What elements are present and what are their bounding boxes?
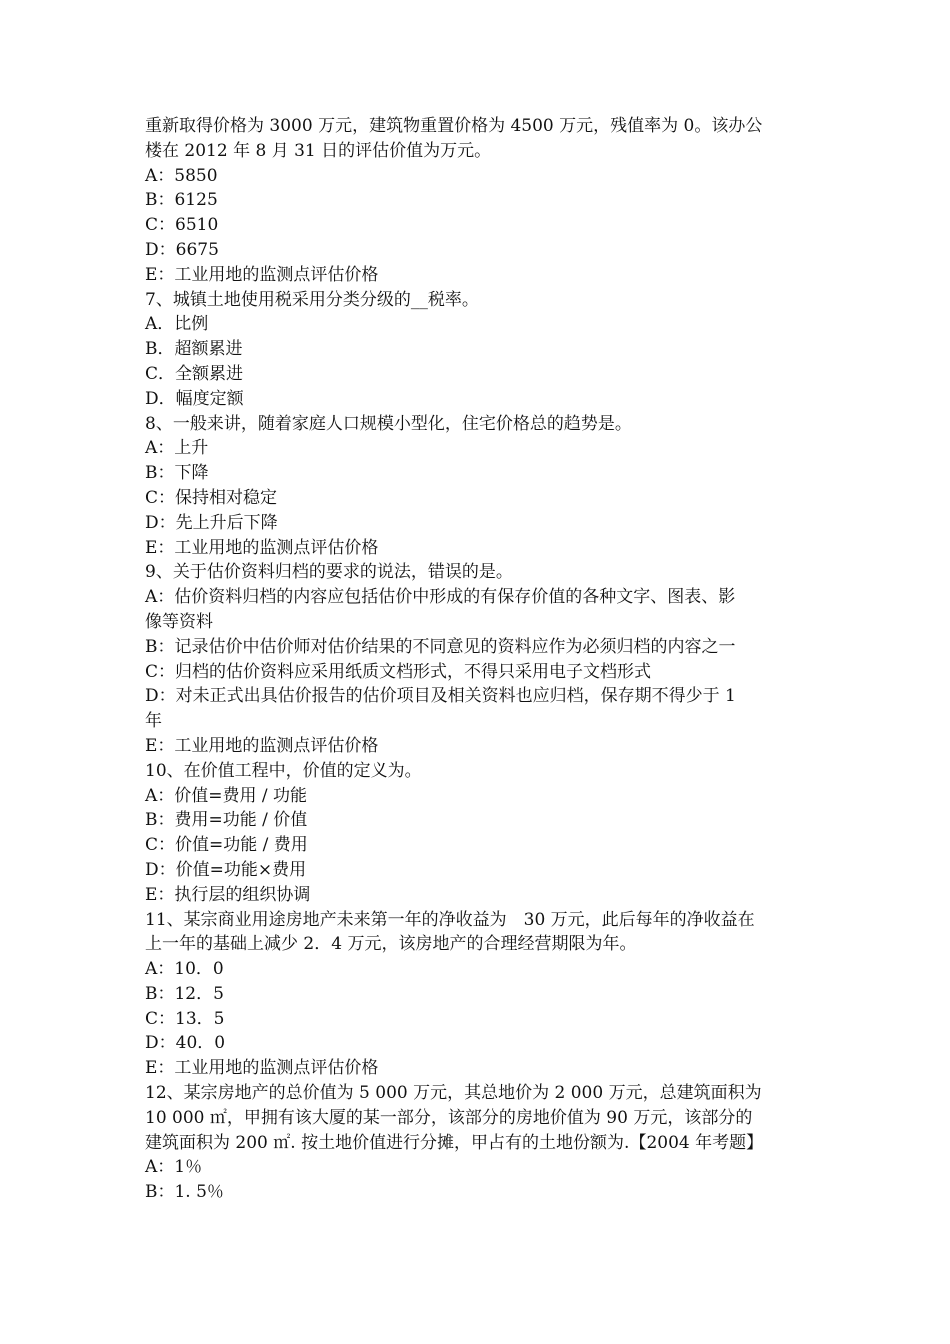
text-line: 重新取得价格为 3000 万元，建筑物重置价格为 4500 万元，残值率为 0。该办公 bbox=[145, 116, 763, 136]
option-line: A：估价资料归档的内容应包括估价中形成的有保存价值的各种文字、图表、影 bbox=[145, 587, 736, 608]
question-line: 10 000 ㎡，甲拥有该大厦的某一部分，该部分的房地价值为 90 万元，该部分的 bbox=[145, 1107, 753, 1128]
question-line: 上一年的基础上减少 2．4 万元，该房地产的合理经营期限为年。 bbox=[145, 934, 637, 955]
option-line: A：上升 bbox=[145, 438, 209, 459]
document-page bbox=[145, 114, 810, 1205]
question-line: 9、关于估价资料归档的要求的说法，错误的是。 bbox=[145, 562, 513, 583]
option-line: A：1％ bbox=[145, 1157, 203, 1178]
option-line: 年 bbox=[145, 711, 162, 732]
question-line: 11、某宗商业用途房地产未来第一年的净收益为 30 万元，此后每年的净收益在 bbox=[145, 909, 755, 930]
option-line: E：工业用地的监测点评估价格 bbox=[145, 735, 379, 756]
question-line: 7、城镇土地使用税采用分类分级的__税率。 bbox=[145, 289, 479, 310]
question-line: 12、某宗房地产的总价值为 5 000 万元，其总地价为 2 000 万元，总建筑面积为 bbox=[145, 1083, 762, 1104]
option-line: B：1. 5％ bbox=[145, 1182, 224, 1203]
option-line: A：10．0 bbox=[145, 959, 224, 980]
question-line: 10、在价值工程中，价值的定义为。 bbox=[145, 760, 422, 781]
option-line: D：6675 bbox=[145, 239, 219, 260]
option-line: B：12．5 bbox=[145, 983, 224, 1004]
text-line: 楼在 2012 年 8 月 31 日的评估价值为万元。 bbox=[145, 140, 492, 161]
option-line: B：记录估价中估价师对估价结果的不同意见的资料应作为必须归档的内容之一 bbox=[145, 636, 736, 657]
option-line: B：费用=功能 / 价值 bbox=[145, 810, 308, 831]
question-line: 建筑面积为 200 ㎡. 按土地价值进行分摊，甲占有的土地份额为.【2004 年考题】 bbox=[145, 1132, 764, 1153]
option-line: C：保持相对稳定 bbox=[145, 487, 278, 508]
option-line: D：对未正式出具估价报告的估价项目及相关资料也应归档，保存期不得少于 1 bbox=[145, 686, 736, 707]
option-line: C．全额累进 bbox=[145, 363, 244, 384]
option-line: D：先上升后下降 bbox=[145, 512, 278, 533]
option-line: B：下降 bbox=[145, 463, 209, 484]
option-line: E：工业用地的监测点评估价格 bbox=[145, 264, 379, 285]
option-line: A：5850 bbox=[145, 165, 218, 186]
option-line: C：归档的估价资料应采用纸质文档形式，不得只采用电子文档形式 bbox=[145, 661, 652, 682]
option-line: 像等资料 bbox=[145, 611, 213, 632]
option-line: A：价值=费用 / 功能 bbox=[145, 785, 308, 806]
option-line: B．超额累进 bbox=[145, 339, 243, 360]
option-line: B：6125 bbox=[145, 190, 218, 211]
option-line: C：13．5 bbox=[145, 1008, 225, 1029]
option-line: E：工业用地的监测点评估价格 bbox=[145, 537, 379, 558]
option-line: D：价值=功能×费用 bbox=[145, 859, 307, 880]
option-line: C：价值=功能 / 费用 bbox=[145, 835, 308, 856]
question-line: 8、一般来讲，随着家庭人口规模小型化，住宅价格总的趋势是。 bbox=[145, 413, 632, 434]
option-line: D：40．0 bbox=[145, 1033, 226, 1054]
option-line: A．比例 bbox=[145, 314, 209, 335]
option-line: C：6510 bbox=[145, 215, 219, 236]
option-line: E：执行层的组织协调 bbox=[145, 884, 311, 905]
option-line: E：工业用地的监测点评估价格 bbox=[145, 1058, 379, 1079]
option-line: D．幅度定额 bbox=[145, 388, 244, 409]
